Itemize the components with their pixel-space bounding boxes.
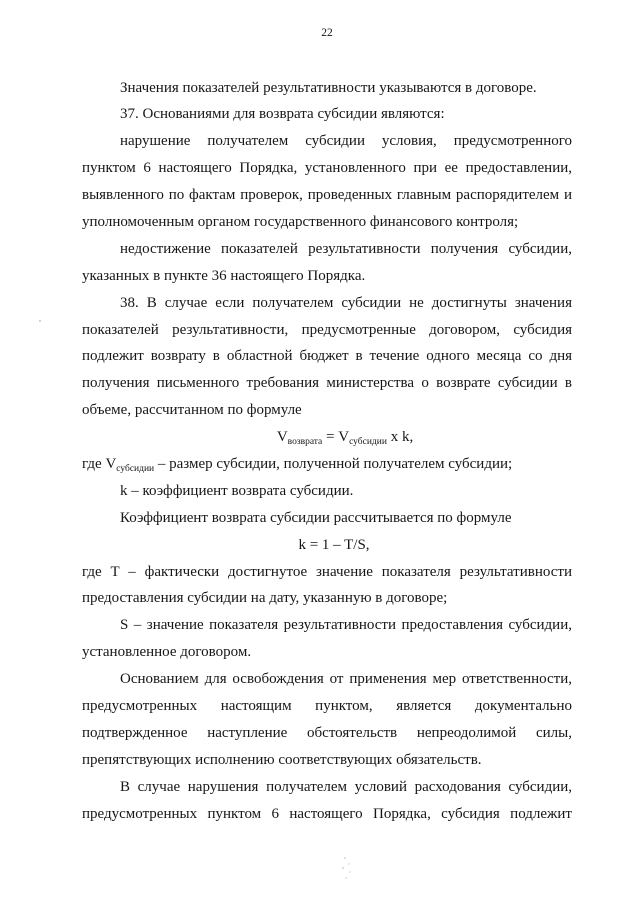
clause-38-paragraph xyxy=(82,290,572,424)
text-line: Коэффициент возврата субсидии рассчитывается по формуле xyxy=(120,509,512,526)
text-line: В случае нарушения получателем условий расходования субсидии, xyxy=(120,778,572,795)
paragraph-force-majeure xyxy=(82,666,572,774)
definition-prefix: где V xyxy=(82,455,117,472)
formula-coefficient-k: k = 1 – T/S, xyxy=(298,536,370,553)
text-line: подлежит возврату в областной бюджет в течение одного месяца со дня xyxy=(82,348,572,365)
paragraph-coefficient-formula-intro xyxy=(82,505,572,532)
text-line: S – значение показателя результативности предоставления субсидии, xyxy=(120,617,572,634)
formula-subscript: возврата xyxy=(287,437,323,448)
formula-symbol: = V xyxy=(322,429,350,446)
text-line: уполномоченным органом государственного финансового контроля; xyxy=(82,213,519,230)
text-line: Значения показателей результативности указываются в договоре. xyxy=(120,79,537,96)
formula-symbol: V xyxy=(276,429,288,446)
formula-return-amount xyxy=(82,424,572,451)
text-line: k – коэффициент возврата субсидии. xyxy=(120,482,354,499)
definition-subsidy-amount xyxy=(82,451,572,478)
text-line: получения письменного требования министерства о возврате субсидии в xyxy=(82,375,572,392)
text-line: препятствующих исполнению соответствующих обязательств. xyxy=(82,751,482,768)
paragraph-non-achievement-ground xyxy=(82,236,572,290)
paragraph-spending-violation xyxy=(82,774,572,828)
paragraph-violation-ground xyxy=(82,128,572,236)
text-line: выявленного по фактам проверок, проведенных главным распорядителем и xyxy=(82,187,572,204)
text-line: показателей результативности, предусмотренные договором, субсидия xyxy=(82,321,572,338)
text-line: где T – фактически достигнутое значение показателя результативности xyxy=(82,563,572,580)
text-line: объеме, рассчитанном по формуле xyxy=(82,402,302,419)
definition-value-t xyxy=(82,559,572,613)
text-line: предусмотренных пунктом 6 настоящего Порядка, субсидия подлежит xyxy=(82,805,572,822)
definition-coefficient-k xyxy=(82,478,572,505)
text-line: 37. Основаниями для возврата субсидии являются: xyxy=(120,106,445,123)
document-body xyxy=(82,75,572,828)
text-line: установленное договором. xyxy=(82,644,252,661)
text-line: предоставления субсидии на дату, указанную в договоре; xyxy=(82,590,448,607)
text-line: нарушение получателем субсидии условия, предусмотренного xyxy=(120,133,572,150)
definition-value-s xyxy=(82,612,572,666)
definition-text: – размер субсидии, полученной получателем субсидии; xyxy=(154,455,513,472)
text-line: указанных в пункте 36 настоящего Порядка. xyxy=(82,267,366,284)
page-number: 22 xyxy=(321,27,333,39)
paragraph-indicator-values xyxy=(82,75,572,102)
text-line: 38. В случае если получателем субсидии не достигнуты значения xyxy=(120,294,572,311)
formula-subscript: субсидии xyxy=(116,463,155,474)
text-line: недостижение показателей результативности получения субсидии, xyxy=(120,240,572,257)
text-line: пунктом 6 настоящего Порядка, установленного при ее предоставлении, xyxy=(82,160,572,177)
formula-symbol: x k, xyxy=(386,429,414,446)
formula-subscript: субсидии xyxy=(349,437,387,448)
text-line: Основанием для освобождения от применения мер ответственности, xyxy=(120,671,572,688)
text-line: подтвержденное наступление обстоятельств непреодолимой силы, xyxy=(82,724,572,741)
text-line: предусмотренных настоящим пунктом, является документально xyxy=(82,697,572,714)
clause-37-heading xyxy=(82,101,572,128)
